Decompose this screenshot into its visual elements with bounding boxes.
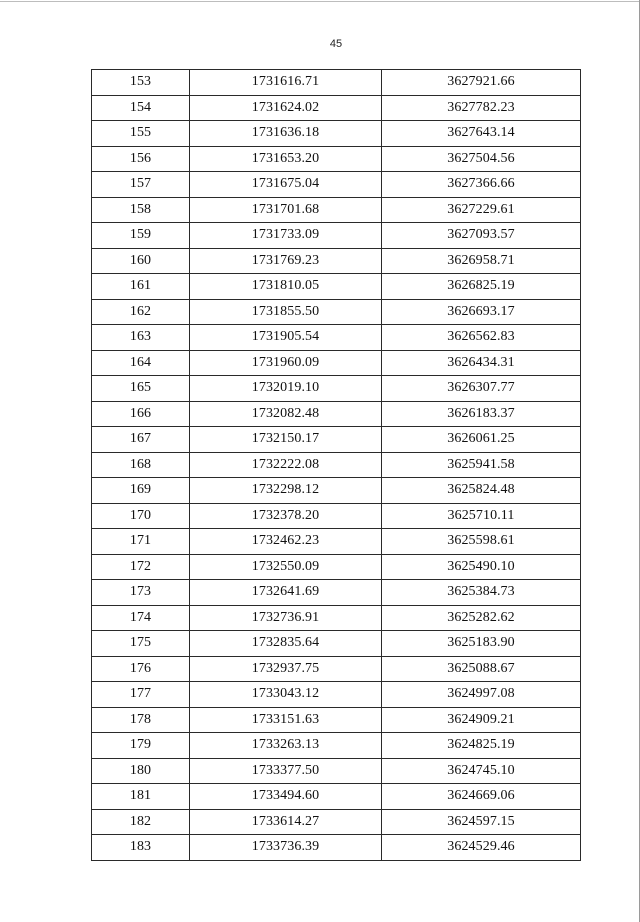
x-coordinate-cell: 1732462.23 bbox=[190, 529, 382, 555]
table-row bbox=[92, 70, 581, 96]
y-coordinate-cell: 3625824.48 bbox=[382, 478, 581, 504]
x-coordinate-cell: 1731905.54 bbox=[190, 325, 382, 351]
point-number-cell: 179 bbox=[92, 733, 190, 759]
table-row bbox=[92, 631, 581, 657]
table-row bbox=[92, 401, 581, 427]
x-coordinate-cell: 1732222.08 bbox=[190, 452, 382, 478]
point-number-cell: 175 bbox=[92, 631, 190, 657]
y-coordinate-cell: 3624909.21 bbox=[382, 707, 581, 733]
table-row bbox=[92, 478, 581, 504]
page-top-edge bbox=[0, 1, 640, 2]
point-number-cell: 180 bbox=[92, 758, 190, 784]
x-coordinate-cell: 1731855.50 bbox=[190, 299, 382, 325]
x-coordinate-cell: 1732298.12 bbox=[190, 478, 382, 504]
table-row bbox=[92, 121, 581, 147]
x-coordinate-cell: 1733151.63 bbox=[190, 707, 382, 733]
table-row bbox=[92, 350, 581, 376]
y-coordinate-cell: 3626958.71 bbox=[382, 248, 581, 274]
y-coordinate-cell: 3626434.31 bbox=[382, 350, 581, 376]
x-coordinate-cell: 1733377.50 bbox=[190, 758, 382, 784]
table-row bbox=[92, 427, 581, 453]
x-coordinate-cell: 1732736.91 bbox=[190, 605, 382, 631]
table-row bbox=[92, 95, 581, 121]
y-coordinate-cell: 3624825.19 bbox=[382, 733, 581, 759]
y-coordinate-cell: 3625490.10 bbox=[382, 554, 581, 580]
point-number-cell: 156 bbox=[92, 146, 190, 172]
x-coordinate-cell: 1732835.64 bbox=[190, 631, 382, 657]
y-coordinate-cell: 3626825.19 bbox=[382, 274, 581, 300]
x-coordinate-cell: 1731769.23 bbox=[190, 248, 382, 274]
x-coordinate-cell: 1731810.05 bbox=[190, 274, 382, 300]
table-row bbox=[92, 809, 581, 835]
table-row bbox=[92, 835, 581, 861]
table-row bbox=[92, 605, 581, 631]
page-number: 45 bbox=[329, 38, 343, 50]
table-row bbox=[92, 223, 581, 249]
x-coordinate-cell: 1732937.75 bbox=[190, 656, 382, 682]
x-coordinate-cell: 1731616.71 bbox=[190, 70, 382, 96]
x-coordinate-cell: 1733263.13 bbox=[190, 733, 382, 759]
point-number-cell: 166 bbox=[92, 401, 190, 427]
x-coordinate-cell: 1733736.39 bbox=[190, 835, 382, 861]
x-coordinate-cell: 1731960.09 bbox=[190, 350, 382, 376]
y-coordinate-cell: 3625710.11 bbox=[382, 503, 581, 529]
coordinate-table bbox=[91, 69, 581, 861]
point-number-cell: 163 bbox=[92, 325, 190, 351]
y-coordinate-cell: 3625941.58 bbox=[382, 452, 581, 478]
point-number-cell: 158 bbox=[92, 197, 190, 223]
table-row bbox=[92, 325, 581, 351]
x-coordinate-cell: 1733494.60 bbox=[190, 784, 382, 810]
point-number-cell: 182 bbox=[92, 809, 190, 835]
y-coordinate-cell: 3627643.14 bbox=[382, 121, 581, 147]
point-number-cell: 171 bbox=[92, 529, 190, 555]
point-number-cell: 177 bbox=[92, 682, 190, 708]
point-number-cell: 181 bbox=[92, 784, 190, 810]
y-coordinate-cell: 3626562.83 bbox=[382, 325, 581, 351]
point-number-cell: 164 bbox=[92, 350, 190, 376]
point-number-cell: 165 bbox=[92, 376, 190, 402]
y-coordinate-cell: 3625088.67 bbox=[382, 656, 581, 682]
x-coordinate-cell: 1732082.48 bbox=[190, 401, 382, 427]
coordinate-table-body bbox=[92, 70, 581, 861]
y-coordinate-cell: 3627093.57 bbox=[382, 223, 581, 249]
y-coordinate-cell: 3624997.08 bbox=[382, 682, 581, 708]
table-row bbox=[92, 707, 581, 733]
point-number-cell: 154 bbox=[92, 95, 190, 121]
y-coordinate-cell: 3627229.61 bbox=[382, 197, 581, 223]
point-number-cell: 161 bbox=[92, 274, 190, 300]
table-row bbox=[92, 554, 581, 580]
table-row bbox=[92, 299, 581, 325]
table-row bbox=[92, 503, 581, 529]
x-coordinate-cell: 1732641.69 bbox=[190, 580, 382, 606]
x-coordinate-cell: 1733043.12 bbox=[190, 682, 382, 708]
point-number-cell: 160 bbox=[92, 248, 190, 274]
table-row bbox=[92, 682, 581, 708]
y-coordinate-cell: 3626693.17 bbox=[382, 299, 581, 325]
y-coordinate-cell: 3624529.46 bbox=[382, 835, 581, 861]
y-coordinate-cell: 3626061.25 bbox=[382, 427, 581, 453]
point-number-cell: 157 bbox=[92, 172, 190, 198]
point-number-cell: 167 bbox=[92, 427, 190, 453]
point-number-cell: 155 bbox=[92, 121, 190, 147]
table-row bbox=[92, 452, 581, 478]
y-coordinate-cell: 3625384.73 bbox=[382, 580, 581, 606]
point-number-cell: 159 bbox=[92, 223, 190, 249]
point-number-cell: 176 bbox=[92, 656, 190, 682]
y-coordinate-cell: 3624669.06 bbox=[382, 784, 581, 810]
table-row bbox=[92, 656, 581, 682]
y-coordinate-cell: 3625183.90 bbox=[382, 631, 581, 657]
table-row bbox=[92, 376, 581, 402]
table-row bbox=[92, 758, 581, 784]
x-coordinate-cell: 1733614.27 bbox=[190, 809, 382, 835]
table-row bbox=[92, 248, 581, 274]
point-number-cell: 174 bbox=[92, 605, 190, 631]
table-row bbox=[92, 580, 581, 606]
point-number-cell: 168 bbox=[92, 452, 190, 478]
table-row bbox=[92, 733, 581, 759]
table-row bbox=[92, 529, 581, 555]
y-coordinate-cell: 3626307.77 bbox=[382, 376, 581, 402]
y-coordinate-cell: 3627921.66 bbox=[382, 70, 581, 96]
y-coordinate-cell: 3627504.56 bbox=[382, 146, 581, 172]
point-number-cell: 172 bbox=[92, 554, 190, 580]
x-coordinate-cell: 1731675.04 bbox=[190, 172, 382, 198]
y-coordinate-cell: 3625282.62 bbox=[382, 605, 581, 631]
y-coordinate-cell: 3627366.66 bbox=[382, 172, 581, 198]
x-coordinate-cell: 1731733.09 bbox=[190, 223, 382, 249]
table-row bbox=[92, 146, 581, 172]
table-row bbox=[92, 197, 581, 223]
point-number-cell: 170 bbox=[92, 503, 190, 529]
point-number-cell: 153 bbox=[92, 70, 190, 96]
x-coordinate-cell: 1731636.18 bbox=[190, 121, 382, 147]
y-coordinate-cell: 3624597.15 bbox=[382, 809, 581, 835]
point-number-cell: 162 bbox=[92, 299, 190, 325]
x-coordinate-cell: 1732019.10 bbox=[190, 376, 382, 402]
x-coordinate-cell: 1732550.09 bbox=[190, 554, 382, 580]
y-coordinate-cell: 3627782.23 bbox=[382, 95, 581, 121]
y-coordinate-cell: 3626183.37 bbox=[382, 401, 581, 427]
point-number-cell: 169 bbox=[92, 478, 190, 504]
y-coordinate-cell: 3625598.61 bbox=[382, 529, 581, 555]
point-number-cell: 173 bbox=[92, 580, 190, 606]
table-row bbox=[92, 784, 581, 810]
table-row bbox=[92, 274, 581, 300]
point-number-cell: 183 bbox=[92, 835, 190, 861]
table-row bbox=[92, 172, 581, 198]
x-coordinate-cell: 1731653.20 bbox=[190, 146, 382, 172]
y-coordinate-cell: 3624745.10 bbox=[382, 758, 581, 784]
x-coordinate-cell: 1732150.17 bbox=[190, 427, 382, 453]
point-number-cell: 178 bbox=[92, 707, 190, 733]
x-coordinate-cell: 1731701.68 bbox=[190, 197, 382, 223]
x-coordinate-cell: 1731624.02 bbox=[190, 95, 382, 121]
x-coordinate-cell: 1732378.20 bbox=[190, 503, 382, 529]
